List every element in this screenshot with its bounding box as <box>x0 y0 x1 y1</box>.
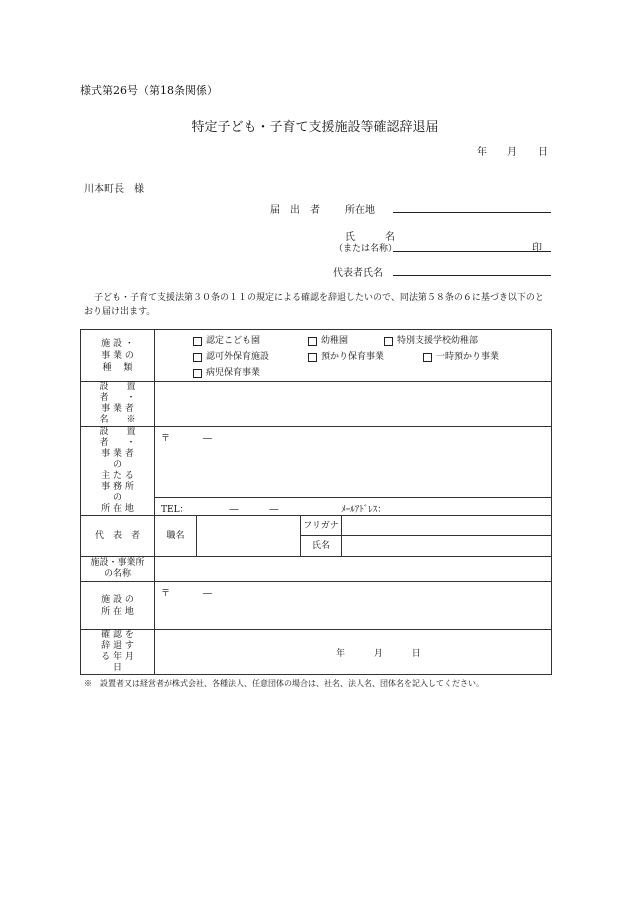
office-address-field[interactable] <box>155 427 552 498</box>
tel-dash-2: ― <box>269 504 279 515</box>
row-facility-type <box>81 330 552 382</box>
address-label: 所在地 <box>345 205 375 216</box>
option-azukari-hoiku[interactable]: 預かり保育事業 <box>308 349 423 365</box>
statement: 子ども・子育て支援法第３０条の１１の規定による確認を辞退したいので、同法第５８条の６に基づき以下のとおり届け出ます。 <box>84 293 544 317</box>
position-label: 職名 <box>155 516 197 557</box>
furigana-label: フリガナ <box>301 516 342 536</box>
facility-postal-mark: 〒 <box>161 589 171 599</box>
facility-address-field[interactable] <box>155 582 552 630</box>
facility-name-field[interactable] <box>155 557 552 582</box>
row-facility-name <box>81 557 552 582</box>
postal-dash: ― <box>202 434 212 444</box>
withdraw-year: 年 <box>336 648 346 659</box>
withdraw-date-label: 確 認 を 辞 退 す る 年 月 日 <box>81 630 155 675</box>
rep-name-cell-label: 氏名 <box>301 536 342 557</box>
option-ichiji-azukari[interactable]: 一時預かり事業 <box>423 349 499 365</box>
checkbox-icon <box>308 353 317 362</box>
checkbox-icon <box>384 337 393 346</box>
option-ninkagai-hoiku[interactable]: 認可外保育施設 <box>193 349 308 365</box>
facility-postal-dash: ― <box>202 589 212 599</box>
checkbox-icon <box>193 369 202 378</box>
rep-name-label: 代表者氏名 <box>333 268 383 279</box>
row-office-address <box>81 427 552 498</box>
representative-label: 代 表 者 <box>81 516 155 557</box>
footnote: ※ 設置者又は経営者が株式会社、各種法人、任意団体の場合は、社名、法人名、団体名を記入してください。 <box>84 679 484 688</box>
row-facility-address <box>81 582 552 630</box>
operator-name-field[interactable] <box>155 382 552 427</box>
facility-address-label: 施 設 の 所 在 地 <box>81 582 155 630</box>
contact-field[interactable] <box>155 498 552 516</box>
row-representative-1 <box>81 516 552 536</box>
furigana-field[interactable] <box>342 516 552 536</box>
seal-mark: 印 <box>532 243 542 254</box>
option-tokubetsu-shien[interactable]: 特別支援学校幼稚部 <box>384 333 478 349</box>
checkbox-icon <box>308 337 317 346</box>
withdraw-month: 月 <box>373 648 383 659</box>
header-date-month: 月 <box>507 147 517 158</box>
checkbox-icon <box>193 337 202 346</box>
position-field[interactable] <box>197 516 301 557</box>
postal-mark: 〒 <box>161 434 171 444</box>
form-number: 様式第26号（第18条関係） <box>80 84 218 97</box>
applicant-label: 届 出 者 <box>270 205 320 216</box>
addressee: 川本町長 様 <box>84 184 144 195</box>
page-title: 特定子ども・子育て支援施設等確認辞退届 <box>191 120 439 135</box>
facility-type-label: 施 設 ・ 事 業 の 種 類 <box>81 330 155 382</box>
name-line[interactable] <box>393 251 551 252</box>
withdraw-day: 日 <box>411 648 421 659</box>
withdraw-date-field[interactable] <box>155 630 552 675</box>
address-line[interactable] <box>393 212 551 213</box>
option-youchien[interactable]: 幼稚園 <box>308 333 384 349</box>
checkbox-icon <box>193 353 202 362</box>
facility-type-options <box>155 330 552 382</box>
office-address-label: 設 置 者 ・ 事 業 者 の 主 た る 事 務 所 の 所 在 地 <box>81 427 155 516</box>
tel-dash-1: ― <box>229 504 239 515</box>
facility-name-label: 施設・事業所 の名称 <box>81 557 155 582</box>
withdrawal-form-table <box>80 329 552 675</box>
rep-name-field[interactable] <box>342 536 552 557</box>
name-sub-label: （または名称） <box>334 244 398 254</box>
email-label: ﾒｰﾙｱﾄﾞﾚｽ： <box>341 504 387 515</box>
option-nintei-kodomoen[interactable]: 認定こども園 <box>193 333 308 349</box>
row-operator-name <box>81 382 552 427</box>
header-date-day: 日 <box>538 147 548 158</box>
row-withdraw-date <box>81 630 552 675</box>
option-byouji-hoiku[interactable]: 病児保育事業 <box>193 365 260 381</box>
tel-label: TEL： <box>161 504 189 515</box>
operator-label: 設 置 者 ・ 事 業 者 名 ※ <box>81 382 155 427</box>
checkbox-icon <box>423 353 432 362</box>
name-label: 氏 名 <box>345 232 395 243</box>
rep-name-line[interactable] <box>393 275 551 276</box>
header-date-year: 年 <box>477 147 487 158</box>
